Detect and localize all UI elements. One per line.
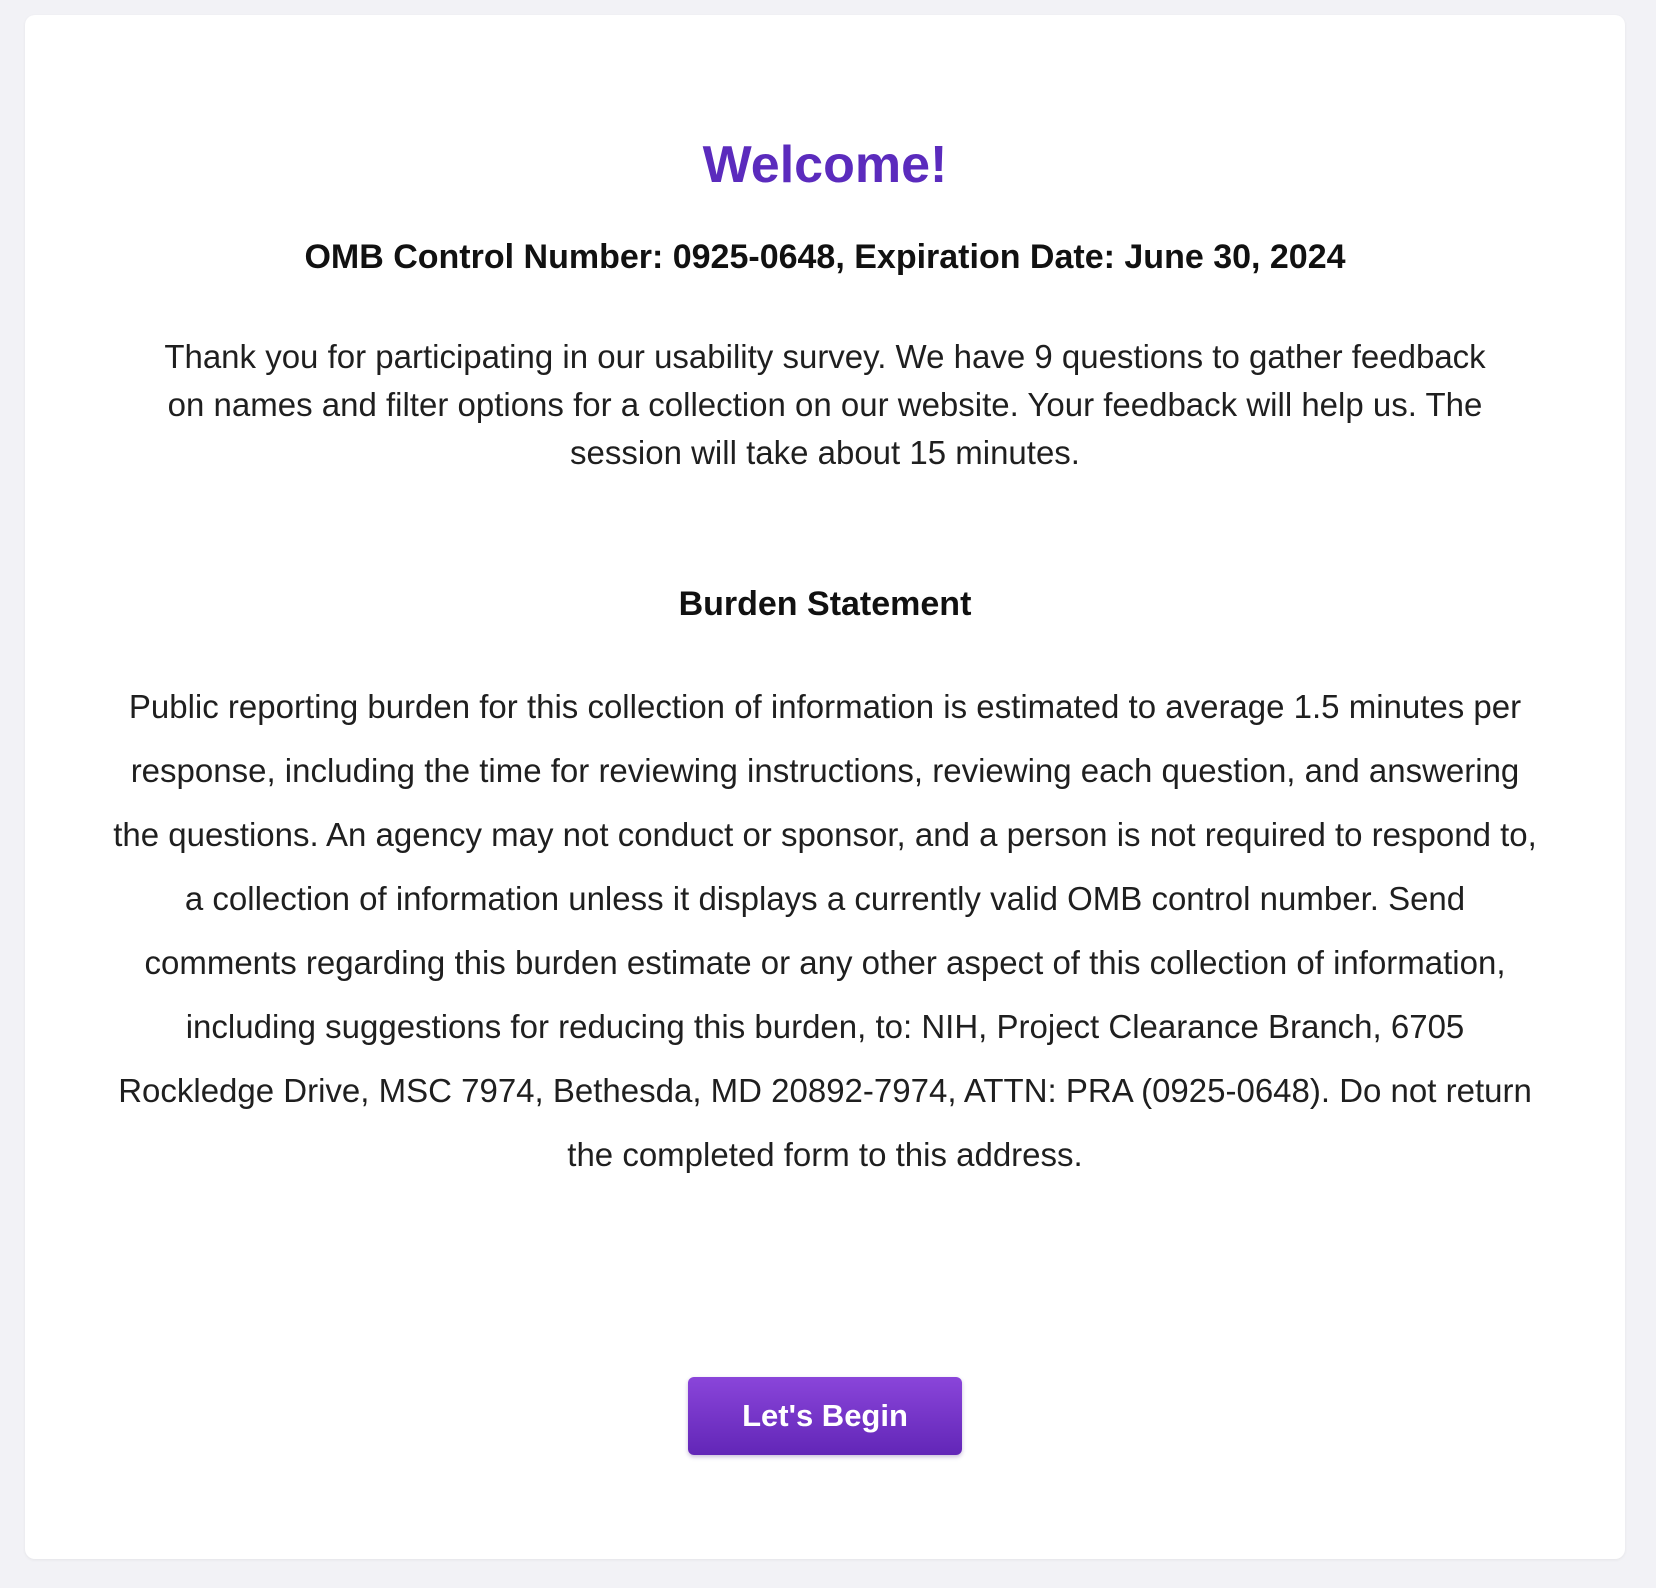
lets-begin-button[interactable]: Let's Begin <box>688 1377 962 1455</box>
welcome-title: Welcome! <box>702 136 948 194</box>
survey-welcome-card <box>25 15 1625 1559</box>
intro-text: Thank you for participating in our usability survey. We have 9 questions to gather feedback on names and filter options for a collection on our website. Your feedback will help us. The session will take about 15 minutes. <box>164 338 1486 471</box>
burden-statement-text: Public reporting burden for this collection of information is estimated to average 1.5 minutes per response, including the time for reviewing instructions, reviewing each question, and answering the questions. An agency may not conduct or sponsor, and a person is not required to respond to, a collection of information unless it displays a currently valid OMB control number. Send comments regarding this burden estimate or any other aspect of this collection of information, including suggestions for reducing this burden, to: NIH, Project Clearance Branch, 6705 Rockledge Drive, MSC 7974, Bethesda, MD 20892-7974, ATTN: PRA (0925-0648). Do not return the completed form to this address. <box>113 688 1537 1173</box>
omb-control-info: OMB Control Number: 0925-0648, Expiration Date: June 30, 2024 <box>304 238 1346 276</box>
burden-statement-heading: Burden Statement <box>678 585 972 623</box>
